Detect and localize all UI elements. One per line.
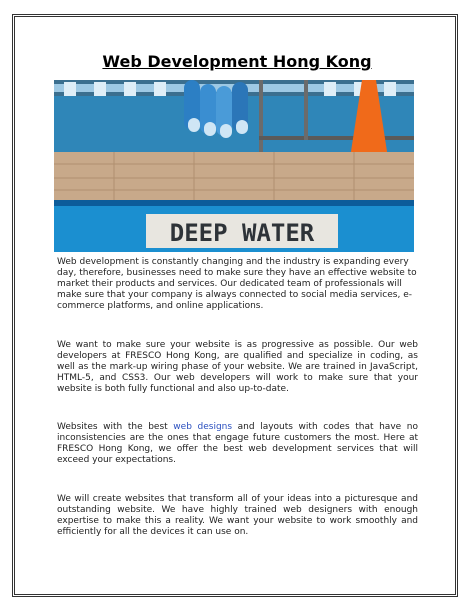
paragraph-web-designs-after: and layouts with codes that have no inconsistencies are the ones that engage future customers the most. Here at FRESCO Hong Kong, we offer the best web development services that will exceed your expectations.: [57, 422, 418, 465]
paragraph-progressive: We want to make sure your website is as progressive as possible. Our web developers at FRESCO Hong Kong, are qualified and specialize in coding, as well as the mark-up wiring phase of your website. We are trained in JavaScript, HTML-5, and CSS3. Our web developers will work to make sure that your website is both fully functional and also up-to-date.: [57, 340, 418, 394]
paragraph-web-designs-before: Websites with the best: [57, 422, 174, 432]
hero-image: [54, 80, 414, 252]
paragraph-web-designs: [57, 422, 418, 466]
paragraph-transform: We will create websites that transform all of your ideas into a picturesque and outstanding website. We have highly trained web designers with enough expertise to make this a reality. We want your website to work smoothly and efficiently for all the devices it can use on.: [57, 494, 418, 537]
pool-deck: [54, 152, 414, 200]
web-designs-link[interactable]: web designs: [173, 422, 233, 432]
page-title: Web Development Hong Kong: [102, 52, 372, 71]
paragraph-intro: Web development is constantly changing and the industry is expanding every day, therefore, businesses need to make sure they have an effective website to market their products and services. Our dedicated team of professionals will make sure that your company is always connected to social media services, e-commerce platforms, and online applications.: [57, 257, 417, 311]
pool-photo: [54, 80, 414, 252]
deep-water-sign-text: DEEP WATER: [169, 219, 315, 247]
